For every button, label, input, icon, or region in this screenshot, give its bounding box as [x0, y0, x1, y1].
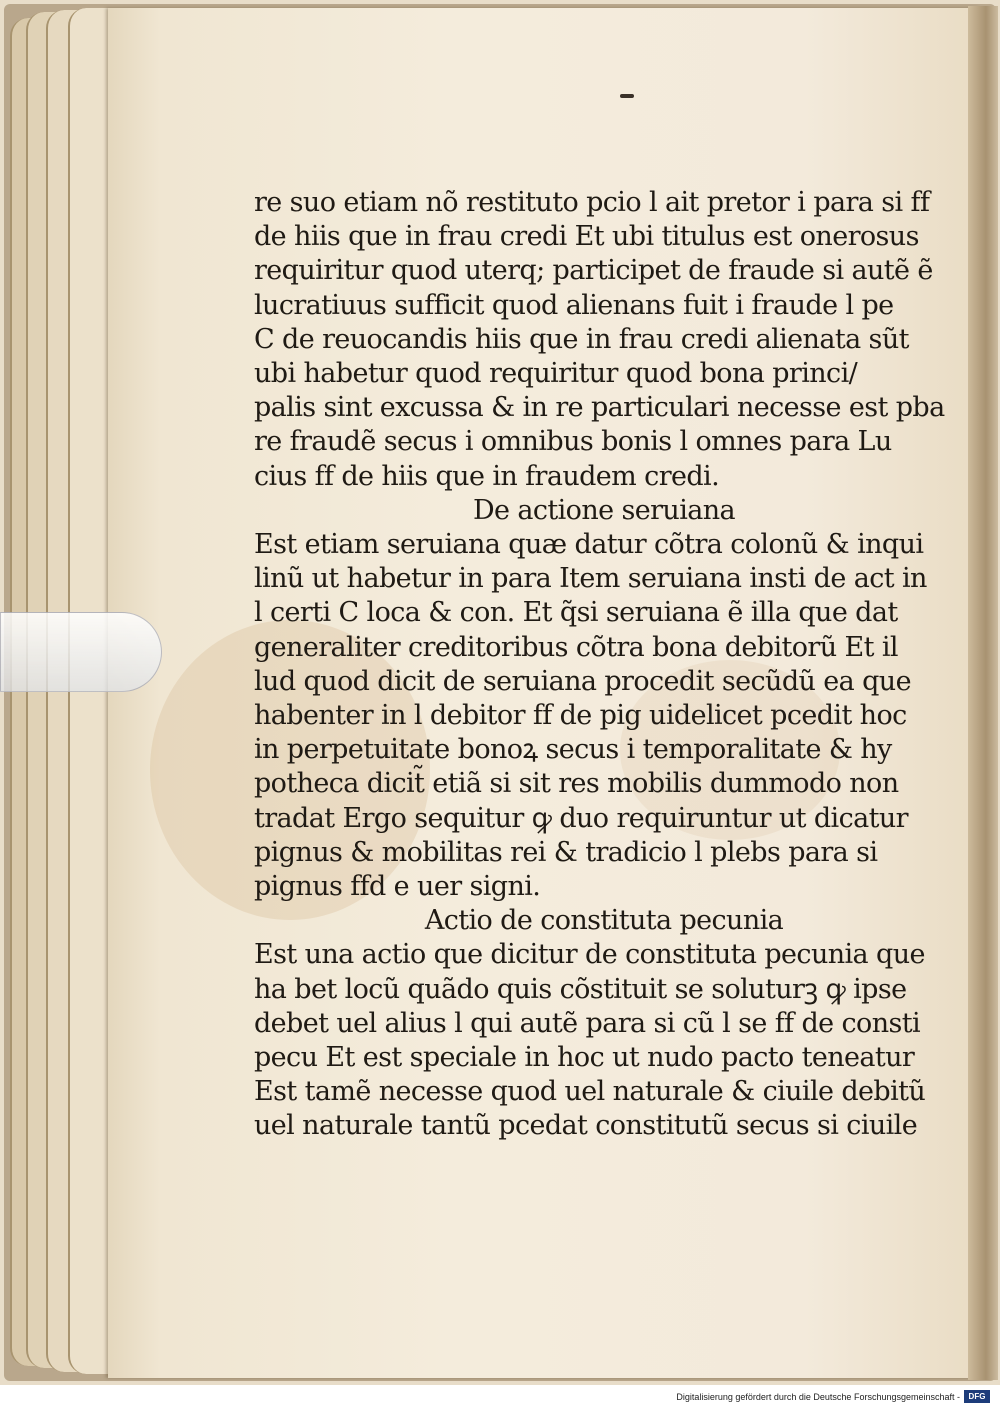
page-mark [620, 94, 634, 98]
text-line: habenter in l debitor ff de pig uidelicet pcedit hoc [254, 700, 907, 732]
section-heading: De actione seruiana [472, 494, 736, 526]
text-line: Est etiam seruiana quæ datur cõtra colonũ & inqui [254, 529, 924, 561]
text-line: in perpetuitate bonoꝝ secus i temporalitate & hy [254, 734, 892, 766]
text-line: requiritur quod uterq; participet de fraude si autẽ ẽ [254, 255, 933, 287]
text-line: lucratiuus sufficit quod alienans fuit i fraude l pe [254, 289, 894, 321]
text-line: tradat Ergo sequitur ꝙ duo requiruntur ut dicatur [254, 802, 908, 834]
page-text [254, 186, 945, 1144]
text-line: debet uel alius l qui autẽ para si cũ l se ff de consti [254, 1007, 921, 1039]
text-line: potheca dicit̃ etiã si sit res mobilis dummodo non [254, 768, 899, 800]
section-heading: Actio de constituta pecunia [424, 905, 784, 937]
text-line: generaliter creditoribus cõtra bona debitorũ Et il [254, 631, 898, 663]
text-line: pignus & mobilitas rei & tradicio l plebs para si [254, 836, 878, 868]
text-line: pecu Et est speciale in hoc ut nudo pacto teneatur [254, 1042, 915, 1074]
text-line: linũ ut habetur in para Item seruiana insti de act in [254, 563, 927, 595]
funding-credit: Digitalisierung gefördert durch die Deutsche Forschungsgemeinschaft - [676, 1392, 960, 1402]
text-line: palis sint excussa & in re particulari necesse est pba [254, 392, 945, 424]
text-line: uel naturale tantũ pcedat constitutũ secus si ciuile [254, 1110, 918, 1142]
text-line: pignus ffd e uer signi. [254, 871, 541, 903]
text-line: re suo etiam nõ restituto pcio l ait pretor i para si ff [254, 187, 930, 218]
page-holder-clip [0, 612, 162, 692]
text-line: Est tamẽ necesse quod uel naturale & ciuile debitũ [254, 1076, 926, 1108]
text-line: Est una actio que dicitur de constituta pecunia que [254, 939, 925, 971]
text-line: cius ff de hiis que in fraudem credi. [254, 460, 720, 492]
text-line: l certi C loca & con. Et q̃si seruiana ẽ illa que dat [254, 597, 898, 629]
text-line: ha bet locũ quãdo quis cõstituit se soluturꝫ ꝙ ipse [254, 973, 907, 1005]
dfg-logo: DFG [964, 1390, 990, 1403]
text-line: C de reuocandis hiis que in frau credi alienata sũt [254, 323, 909, 355]
book-gutter [968, 6, 998, 1380]
text-line: de hiis que in frau credi Et ubi titulus est onerosus [254, 221, 919, 253]
text-line: lud quod dicit de seruiana procedit secũdũ ea que [254, 665, 911, 697]
text-line: ubi habetur quod requiritur quod bona princi/ [254, 358, 858, 390]
text-line: re fraudẽ secus i omnibus bonis l omnes para Lu [254, 426, 892, 458]
